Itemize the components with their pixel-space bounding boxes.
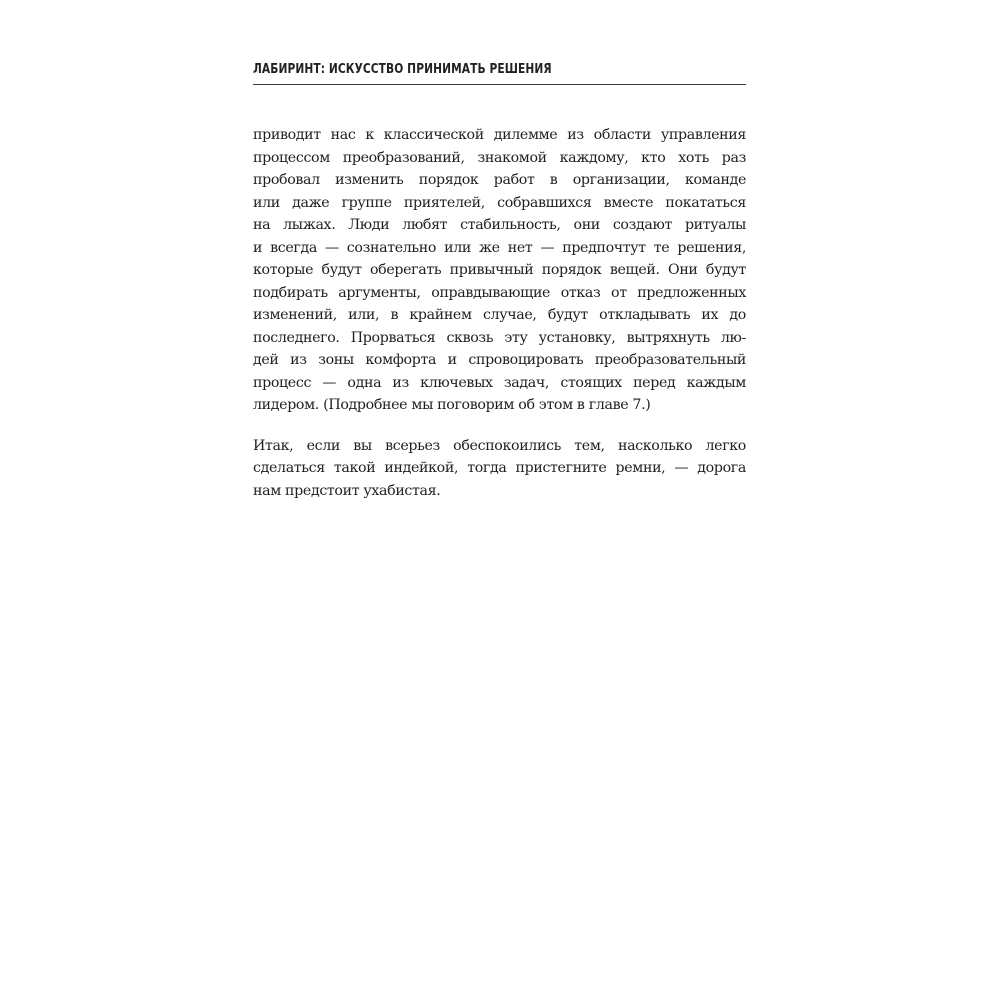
text-line: пробовал изменить порядок работ в организации, команде <box>253 172 746 188</box>
text-line: приводит нас к классической дилемме из области управления <box>253 127 746 143</box>
text-line: изменений, или, в крайнем случае, будут откладывать их до <box>253 307 746 323</box>
text-line: которые будут оберегать привычный порядок вещей. Они будут <box>253 262 746 278</box>
text-line: лидером. (Подробнее мы поговорим об этом в главе 7.) <box>253 397 651 413</box>
text-line: или даже группе приятелей, собравшихся вместе покататься <box>253 194 746 211</box>
text-line: подбирать аргументы, оправдывающие отказ от предложенных <box>253 284 746 301</box>
paragraph-1 <box>253 124 746 417</box>
text-line: дей из зоны комфорта и спровоцировать преобразовательный <box>253 352 746 368</box>
running-header-title: ЛАБИРИНТ: ИСКУССТВО ПРИНИМАТЬ РЕШЕНИЯ <box>253 62 552 77</box>
text-line: процесс — одна из ключевых задач, стоящих перед каждым <box>253 374 746 391</box>
text-line: на лыжах. Люди любят стабильность, они создают ритуалы <box>253 217 746 233</box>
paragraph-2 <box>253 435 746 503</box>
text-line: процессом преобразований, знакомой каждому, кто хоть раз <box>253 149 746 166</box>
text-line: и всегда — сознательно или же нет — предпочтут те решения, <box>253 239 746 256</box>
text-line: сделаться такой индейкой, тогда пристегните ремни, — дорога <box>253 460 746 476</box>
running-header <box>253 62 746 85</box>
body-text <box>253 124 746 520</box>
text-line: Итак, если вы всерьез обеспокоились тем, насколько легко <box>253 437 746 454</box>
text-line: последнего. Прорваться сквозь эту установку, вытряхнуть лю- <box>253 329 746 346</box>
text-line: нам предстоит ухабистая. <box>253 482 441 499</box>
